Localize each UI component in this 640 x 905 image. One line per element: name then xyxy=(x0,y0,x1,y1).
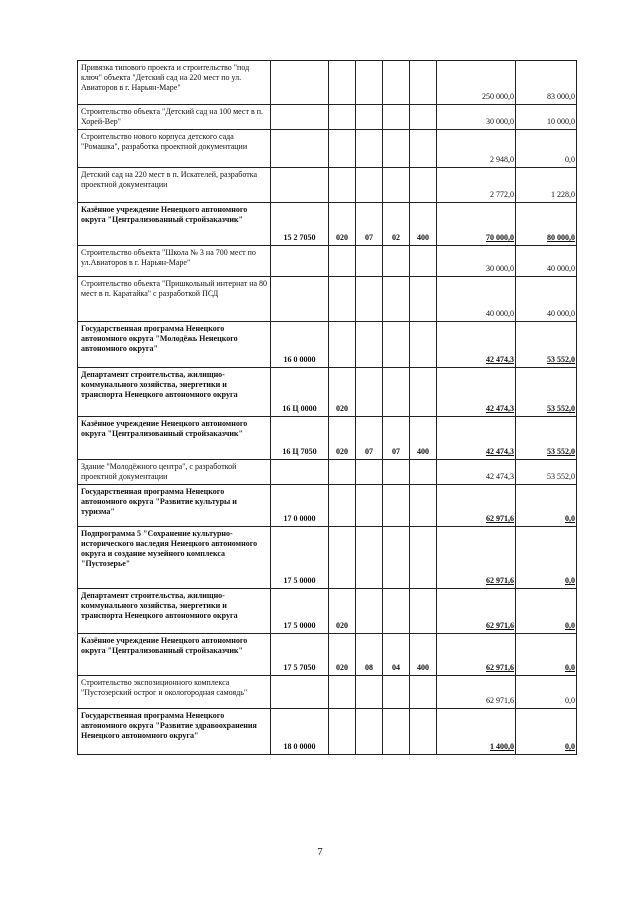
csr-cell: 17 5 7050 xyxy=(271,634,329,676)
pr-cell xyxy=(383,277,410,322)
sum-2015-cell: 250 000,0 xyxy=(437,61,516,105)
rz-cell xyxy=(356,322,383,368)
vr-cell xyxy=(410,168,437,203)
row-name-cell: Государственная программа Ненецкого автономного округа "Развитие здравоохранения Ненецкого автономного округа" xyxy=(78,709,271,755)
pr-cell xyxy=(383,61,410,105)
pr-cell xyxy=(383,246,410,277)
row-name-cell: Департамент строительства, жилищно-коммунального хозяйства, энергетики и транспорта Ненецкого автономного округа xyxy=(78,589,271,634)
grbs-cell xyxy=(329,246,356,277)
rz-cell: 07 xyxy=(356,203,383,246)
pr-cell xyxy=(383,105,410,130)
csr-cell: 17 5 0000 xyxy=(271,527,329,589)
table-row xyxy=(78,527,577,589)
pr-cell xyxy=(383,589,410,634)
sum-2015-cell: 2 948,0 xyxy=(437,130,516,168)
budget-table xyxy=(77,60,577,755)
vr-cell xyxy=(410,460,437,485)
rz-cell: 08 xyxy=(356,634,383,676)
table-row xyxy=(78,709,577,755)
sum-2015-cell: 2 772,0 xyxy=(437,168,516,203)
table-row xyxy=(78,368,577,417)
sum-2016-cell: 53 552,0 xyxy=(516,322,577,368)
csr-cell xyxy=(271,277,329,322)
rz-cell xyxy=(356,709,383,755)
rz-cell xyxy=(356,105,383,130)
row-name-cell: Строительство объекта "Детский сад на 100 мест в п. Хорей-Вер" xyxy=(78,105,271,130)
pr-cell xyxy=(383,368,410,417)
rz-cell xyxy=(356,485,383,527)
pr-cell xyxy=(383,527,410,589)
pr-cell: 07 xyxy=(383,417,410,460)
sum-2016-cell: 53 552,0 xyxy=(516,460,577,485)
row-name-cell: Строительство нового корпуса детского сада "Ромашка", разработка проектной документации xyxy=(78,130,271,168)
pr-cell xyxy=(383,676,410,709)
row-name-cell: Казённое учреждение Ненецкого автономного округа "Централизованный стройзаказчик" xyxy=(78,634,271,676)
vr-cell xyxy=(410,589,437,634)
rz-cell xyxy=(356,368,383,417)
pr-cell xyxy=(383,130,410,168)
grbs-cell xyxy=(329,527,356,589)
row-name-cell: Здание "Молодёжного центра", с разработкой проектной документации xyxy=(78,460,271,485)
vr-cell xyxy=(410,246,437,277)
vr-cell xyxy=(410,485,437,527)
table-row xyxy=(78,676,577,709)
rz-cell xyxy=(356,168,383,203)
rz-cell xyxy=(356,277,383,322)
pr-cell xyxy=(383,322,410,368)
table-row xyxy=(78,61,577,105)
vr-cell xyxy=(410,676,437,709)
row-name-cell: Государственная программа Ненецкого автономного округа "Молодёжь Ненецкого автономного округа" xyxy=(78,322,271,368)
grbs-cell: 020 xyxy=(329,589,356,634)
rz-cell xyxy=(356,527,383,589)
table-row xyxy=(78,322,577,368)
csr-cell: 16 Ц 0000 xyxy=(271,368,329,417)
sum-2016-cell: 53 552,0 xyxy=(516,417,577,460)
rz-cell xyxy=(356,130,383,168)
vr-cell: 400 xyxy=(410,634,437,676)
table-row xyxy=(78,130,577,168)
sum-2015-cell: 62 971,6 xyxy=(437,589,516,634)
csr-cell: 17 5 0000 xyxy=(271,589,329,634)
sum-2016-cell: 80 000,0 xyxy=(516,203,577,246)
vr-cell xyxy=(410,61,437,105)
grbs-cell: 020 xyxy=(329,368,356,417)
sum-2016-cell: 0,0 xyxy=(516,527,577,589)
rz-cell xyxy=(356,676,383,709)
vr-cell: 400 xyxy=(410,417,437,460)
sum-2016-cell: 0,0 xyxy=(516,485,577,527)
csr-cell: 16 Ц 7050 xyxy=(271,417,329,460)
table-row xyxy=(78,485,577,527)
csr-cell: 15 2 7050 xyxy=(271,203,329,246)
table-row xyxy=(78,589,577,634)
page-number: 7 xyxy=(317,846,323,858)
vr-cell xyxy=(410,277,437,322)
sum-2015-cell: 62 971,6 xyxy=(437,634,516,676)
csr-cell xyxy=(271,61,329,105)
csr-cell xyxy=(271,676,329,709)
sum-2015-cell: 40 000,0 xyxy=(437,277,516,322)
pr-cell: 04 xyxy=(383,634,410,676)
csr-cell: 17 0 0000 xyxy=(271,485,329,527)
vr-cell xyxy=(410,527,437,589)
row-name-cell: Казённое учреждение Ненецкого автономного округа "Централизованный стройзаказчик" xyxy=(78,203,271,246)
table-row xyxy=(78,203,577,246)
sum-2015-cell: 42 474,3 xyxy=(437,322,516,368)
pr-cell: 02 xyxy=(383,203,410,246)
sum-2015-cell: 30 000,0 xyxy=(437,246,516,277)
csr-cell xyxy=(271,168,329,203)
row-name-cell: Казённое учреждение Ненецкого автономного округа "Централизованный стройзаказчик" xyxy=(78,417,271,460)
pr-cell xyxy=(383,709,410,755)
sum-2016-cell: 0,0 xyxy=(516,634,577,676)
grbs-cell xyxy=(329,460,356,485)
table-row xyxy=(78,634,577,676)
csr-cell xyxy=(271,246,329,277)
grbs-cell xyxy=(329,322,356,368)
pr-cell xyxy=(383,460,410,485)
sum-2015-cell: 42 474,3 xyxy=(437,368,516,417)
csr-cell xyxy=(271,460,329,485)
sum-2015-cell: 62 971,6 xyxy=(437,527,516,589)
sum-2016-cell: 40 000,0 xyxy=(516,246,577,277)
row-name-cell: Детский сад на 220 мест в п. Искателей, разработка проектной документации xyxy=(78,168,271,203)
sum-2015-cell: 42 474,3 xyxy=(437,417,516,460)
grbs-cell xyxy=(329,676,356,709)
row-name-cell: Строительство объекта "Пришкольный интернат на 80 мест в п. Каратайка" с разработкой ПСД xyxy=(78,277,271,322)
csr-cell: 16 0 0000 xyxy=(271,322,329,368)
grbs-cell xyxy=(329,130,356,168)
table-row xyxy=(78,168,577,203)
row-name-cell: Подпрограмма 5 "Сохранение культурно-исторического наследия Ненецкого автономного округа и создание музейного комплекса "Пустозерье" xyxy=(78,527,271,589)
sum-2016-cell: 0,0 xyxy=(516,589,577,634)
pr-cell xyxy=(383,168,410,203)
table-row xyxy=(78,105,577,130)
grbs-cell xyxy=(329,105,356,130)
pr-cell xyxy=(383,485,410,527)
sum-2015-cell: 1 400,0 xyxy=(437,709,516,755)
rz-cell xyxy=(356,246,383,277)
table-row xyxy=(78,246,577,277)
rz-cell xyxy=(356,61,383,105)
row-name-cell: Государственная программа Ненецкого автономного округа "Развитие культуры и туризма" xyxy=(78,485,271,527)
csr-cell xyxy=(271,105,329,130)
row-name-cell: Привязка типового проекта и строительство "под ключ" объекта "Детский сад на 220 мест по ул. Авиаторов в г. Нарьян-Маре" xyxy=(78,61,271,105)
grbs-cell xyxy=(329,485,356,527)
sum-2015-cell: 30 000,0 xyxy=(437,105,516,130)
table-row xyxy=(78,417,577,460)
sum-2016-cell: 0,0 xyxy=(516,709,577,755)
sum-2016-cell: 53 552,0 xyxy=(516,368,577,417)
vr-cell: 400 xyxy=(410,203,437,246)
vr-cell xyxy=(410,709,437,755)
table-row xyxy=(78,460,577,485)
vr-cell xyxy=(410,105,437,130)
grbs-cell: 020 xyxy=(329,634,356,676)
sum-2016-cell: 83 000,0 xyxy=(516,61,577,105)
grbs-cell xyxy=(329,61,356,105)
sum-2016-cell: 0,0 xyxy=(516,676,577,709)
sum-2015-cell: 62 971,6 xyxy=(437,485,516,527)
sum-2016-cell: 0,0 xyxy=(516,130,577,168)
table-row xyxy=(78,277,577,322)
grbs-cell: 020 xyxy=(329,417,356,460)
grbs-cell xyxy=(329,168,356,203)
sum-2015-cell: 62 971,6 xyxy=(437,676,516,709)
vr-cell xyxy=(410,130,437,168)
vr-cell xyxy=(410,368,437,417)
rz-cell: 07 xyxy=(356,417,383,460)
rz-cell xyxy=(356,460,383,485)
row-name-cell: Департамент строительства, жилищно-коммунального хозяйства, энергетики и транспорта Ненецкого автономного округа xyxy=(78,368,271,417)
rz-cell xyxy=(356,589,383,634)
row-name-cell: Строительство объекта "Школа № 3 на 700 мест по ул.Авиаторов в г. Нарьян-Маре" xyxy=(78,246,271,277)
row-name-cell: Строительство экспозиционного комплекса "Пустозерский острог и окологородная самоядь" xyxy=(78,676,271,709)
sum-2016-cell: 1 228,0 xyxy=(516,168,577,203)
sum-2015-cell: 42 474,3 xyxy=(437,460,516,485)
csr-cell xyxy=(271,130,329,168)
grbs-cell xyxy=(329,709,356,755)
sum-2016-cell: 40 000,0 xyxy=(516,277,577,322)
grbs-cell xyxy=(329,277,356,322)
sum-2015-cell: 70 000,0 xyxy=(437,203,516,246)
sum-2016-cell: 10 000,0 xyxy=(516,105,577,130)
grbs-cell: 020 xyxy=(329,203,356,246)
vr-cell xyxy=(410,322,437,368)
csr-cell: 18 0 0000 xyxy=(271,709,329,755)
